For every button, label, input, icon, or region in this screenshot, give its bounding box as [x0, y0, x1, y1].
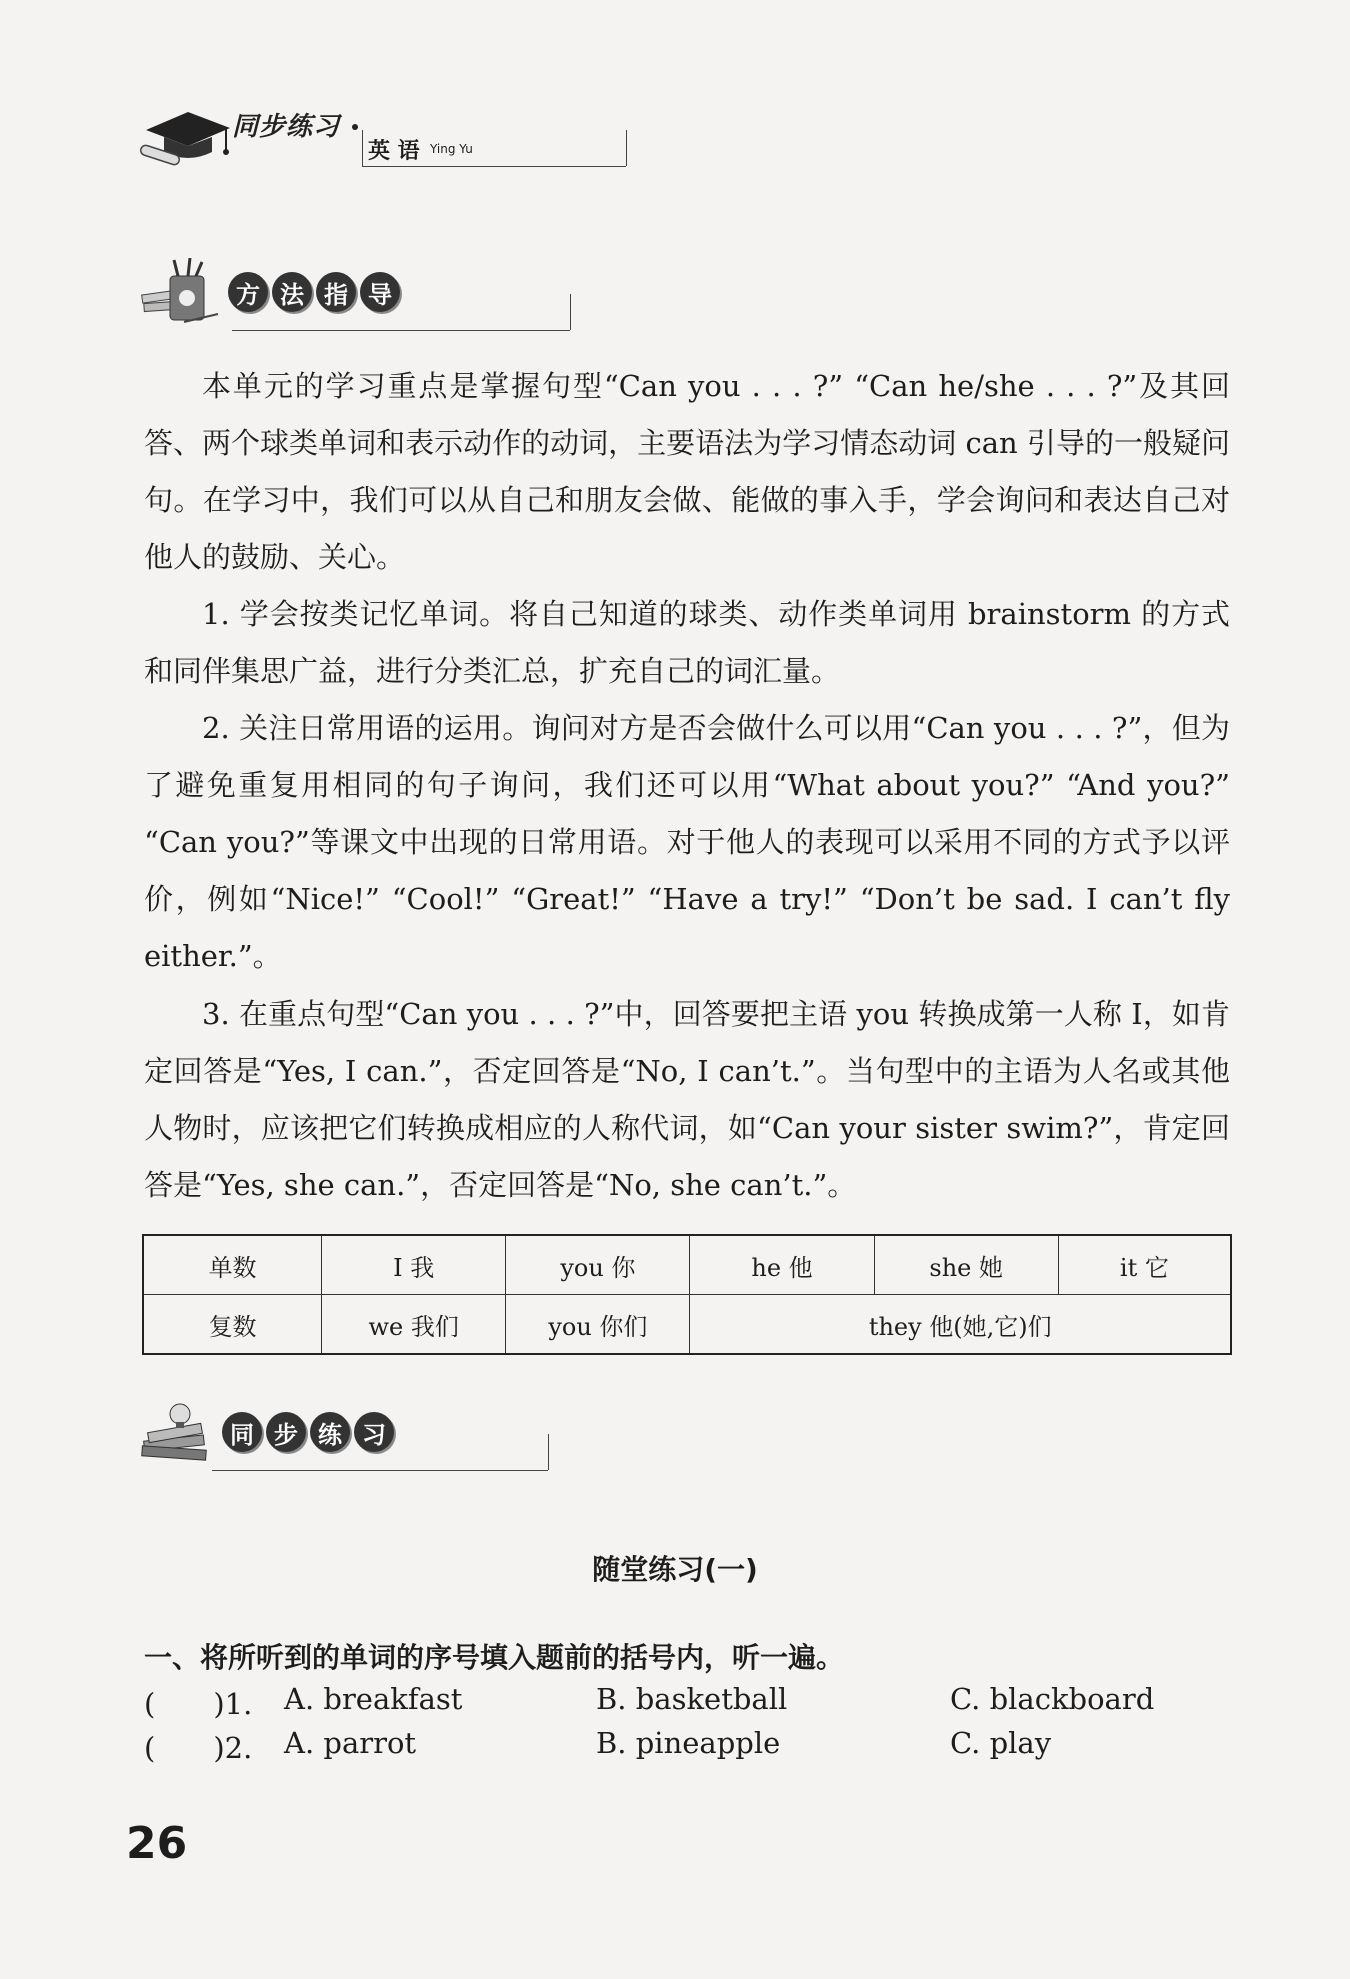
- badge-char: 法: [272, 272, 312, 312]
- method-paragraph-3: 3. 在重点句型“Can you . . . ?”中，回答要把主语 you 转换成第一人称 I，如肯定回答是“Yes, I can.”，否定回答是“No, I can’t.”。当句型中的主语为人名或其他人物时，应该把它们转换成相应的人称代词，如“Can your sister swim?”，肯定回答是“Yes, she can.”，否定回答是“No, she can’t.”。: [144, 997, 1230, 1202]
- badge-underline: [570, 294, 571, 330]
- table-cell: she 她: [874, 1235, 1058, 1295]
- table-row: [143, 1235, 1231, 1295]
- badge-underline: [548, 1434, 549, 1470]
- table-cell: we 我们: [322, 1295, 506, 1355]
- method-guide-badge: [140, 258, 400, 326]
- lesson-title: 随堂练习(一): [592, 1553, 758, 1586]
- badge-char: 指: [316, 272, 356, 312]
- table-cell: he 他: [690, 1235, 874, 1295]
- table-cell: 复数: [143, 1295, 322, 1355]
- method-paragraph-2: 2. 关注日常用语的运用。询问对方是否会做什么可以用“Can you . . . ?”，但为了避免重复用相同的句子询问，我们还可以用“What about you?” “And you?” “Can you?”等课文中出现的日常用语。对于他人的表现可以采用不同的方式予以评价，例如“Nice!” “Cool!” “Great!” “Have a try!” “Don’t be sad. I can’t fly either.”。: [144, 711, 1230, 973]
- option-a: A. parrot: [284, 1726, 417, 1760]
- badge-char: 习: [354, 1412, 394, 1452]
- header-rule: [362, 130, 363, 166]
- option-a: A. breakfast: [284, 1682, 463, 1716]
- badge-char: 方: [228, 272, 268, 312]
- practice-badge: [140, 1398, 394, 1466]
- subject-label: 英 语: [368, 139, 420, 164]
- badge-char: 练: [310, 1412, 350, 1452]
- badge-char: 步: [266, 1412, 306, 1452]
- table-cell: 单数: [143, 1235, 322, 1295]
- option-c: C. play: [950, 1726, 1052, 1760]
- table-row: [143, 1295, 1231, 1355]
- badge-char: 同: [222, 1412, 262, 1452]
- option-c: C. blackboard: [950, 1682, 1155, 1716]
- badge-underline: [212, 1470, 548, 1471]
- pencil-cup-icon: [140, 258, 220, 326]
- graduation-cap-icon: [140, 106, 232, 168]
- badge-char: 导: [360, 272, 400, 312]
- option-b: B. basketball: [596, 1682, 788, 1716]
- subject-pinyin: Ying Yu: [430, 142, 473, 156]
- exercise-instruction: 一、将所听到的单词的序号填入题前的括号内，听一遍。: [144, 1641, 845, 1674]
- question-item: [144, 1682, 1244, 1722]
- answer-blank[interactable]: ( )2.: [144, 1731, 253, 1765]
- header-rule: [362, 166, 626, 167]
- series-title: 同步练习: [232, 112, 341, 142]
- table-cell: you 你: [506, 1235, 690, 1295]
- pronoun-table: [142, 1234, 1232, 1355]
- table-cell: you 你们: [506, 1295, 690, 1355]
- page-header: [140, 92, 500, 172]
- method-paragraph-intro: 本单元的学习重点是掌握句型“Can you . . . ?” “Can he/she . . . ?”及其回答、两个球类单词和表示动作的动词，主要语法为学习情态动词 can 引导的一般疑问句。在学习中，我们可以从自己和朋友会做、能做的事入手，学会询问和表达自己对他人的鼓励、关心。: [144, 369, 1230, 574]
- question-item: [144, 1726, 1244, 1766]
- table-cell: it 它: [1058, 1235, 1231, 1295]
- header-rule: [626, 130, 627, 166]
- option-b: B. pineapple: [596, 1726, 781, 1760]
- page-number: 26: [126, 1818, 188, 1869]
- header-dot: [352, 124, 358, 130]
- badge-underline: [232, 330, 570, 331]
- answer-blank[interactable]: ( )1.: [144, 1687, 253, 1721]
- table-cell: I 我: [322, 1235, 506, 1295]
- books-bulb-icon: [140, 1398, 214, 1466]
- table-cell: they 他(她,它)们: [690, 1295, 1231, 1355]
- method-paragraph-1: 1. 学会按类记忆单词。将自己知道的球类、动作类单词用 brainstorm 的方式和同伴集思广益，进行分类汇总，扩充自己的词汇量。: [144, 597, 1230, 688]
